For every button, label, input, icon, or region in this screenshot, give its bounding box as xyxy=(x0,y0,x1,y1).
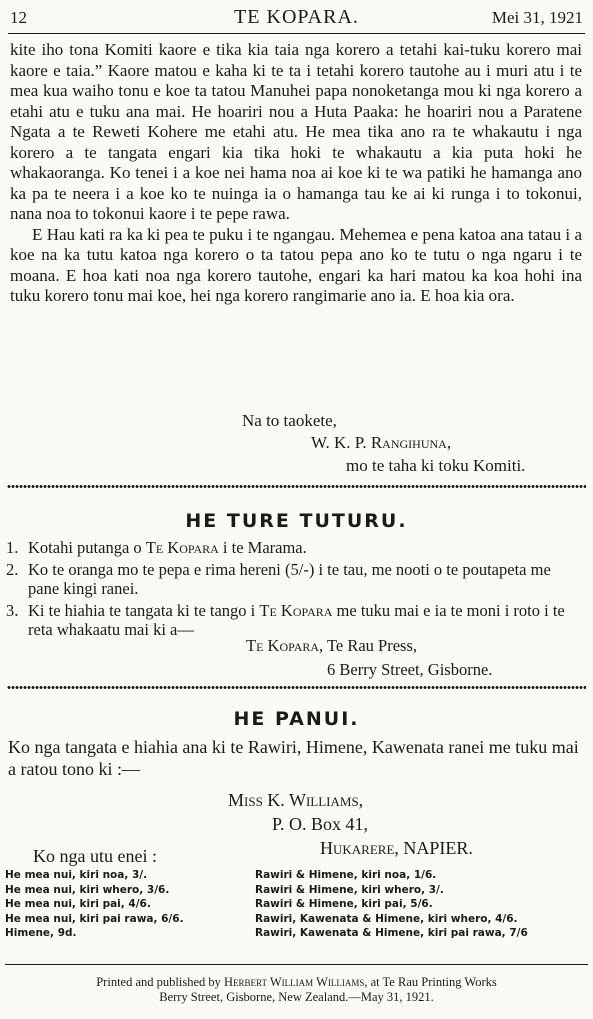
footer-rule xyxy=(5,964,588,965)
item-number: 3. xyxy=(6,600,19,620)
footer-line-2: Berry Street, Gisborne, New Zealand.—May 31, 1921. xyxy=(159,990,434,1004)
dotted-divider xyxy=(7,484,586,489)
letter-closing: Na to taokete, xyxy=(242,411,337,430)
price-item: Rawiri & Himene, kiri whero, 3/. xyxy=(255,883,444,896)
price-item: Himene, 9d. xyxy=(5,927,77,939)
letter-body xyxy=(10,40,582,307)
price-item: He mea nui, kiri whero, 3/6. xyxy=(5,883,170,896)
address-press: , Te Rau Press, xyxy=(319,636,418,655)
address-hukarere: Hukarere xyxy=(320,838,395,858)
item-text: me tuku mai e ia te moni i roto i te reta whakaatu mai ki a— xyxy=(28,600,565,639)
item-number: 2. xyxy=(6,559,19,579)
price-item: He mea nui, kiri pai rawa, 6/6. xyxy=(5,912,184,925)
price-item: He mea nui, kiri pai, 4/6. xyxy=(5,898,151,910)
panui-heading: HE PANUI. xyxy=(233,708,360,730)
address-paper-name: Te Kopara xyxy=(246,636,320,655)
signature-line-2: mo te taha ki toku Komiti. xyxy=(346,456,526,475)
signature-initials: W. K. P. xyxy=(311,433,371,452)
ture-list xyxy=(6,538,581,640)
price-item: He mea nui, kiri noa, 3/. xyxy=(5,869,148,881)
list-item xyxy=(6,560,581,599)
ture-heading: HE TURE TUTURU. xyxy=(185,510,408,532)
ture-address-line-1 xyxy=(246,636,417,656)
letter-paragraph: kite iho tona Komiti kaore e tika kia taia nga korero a tetahi kai-tuku korero mai kaore e taia.” Kaore matou e kaha ki te ta i tetahi korero tautohe au i muri atu i te mea kua waiho tonu e koe ta tatou Manuhei papa nonoketanga mou ki nga korero a etahi atu e tuku ana mai. He hoariri nou a Huta Paaka: he hoariri nou a Paratene Ngata a te Reweti Kohere me etahi atu. He mea tika ano ra te whakautu i nga korero a te tangata engari kia tika hoki te whakautu a kia puta hoki he whakaoranga. Ko tenei i a koe nei hama noa ai koe ki te wa patiki he hamanga ano ka pa te neera i a koe ko te nuinga ia o hamanga tau ke ai ki runga i to tokonui, nana noa to tokonui kaore i te pepe rawa. xyxy=(10,40,582,223)
panui-address-line-1: Miss K. Williams, xyxy=(228,790,364,810)
utu-label: Ko nga utu enei : xyxy=(33,846,157,866)
letter-paragraph: E Hau kati ra ka ki pea te puku i te ngangau. Mehemea e pena katoa ana tatau i a koe na ka tutu katoa nga korero o ta tatou pepa ano ko te tutu o nga ngaru i te moana. E hoa kati noa nga korero tautohe, engari ka hari matou ka koa hohi ina tuku korero tonu mai koe, hei nga korero rangimarie ano ia. E hoa kia ora. xyxy=(10,224,582,305)
footer-line-1 xyxy=(0,975,593,990)
price-item: Rawiri, Kawenata & Himene, kiri whero, 4/6. xyxy=(255,912,518,925)
list-item xyxy=(6,601,581,640)
ture-address-line-2: 6 Berry Street, Gisborne. xyxy=(327,660,493,679)
list-item xyxy=(6,538,581,558)
imprint-footer xyxy=(0,975,593,1005)
address-napier: , NAPIER. xyxy=(394,838,473,858)
item-text: Kotahi putanga o xyxy=(28,538,146,557)
item-text: Ko te oranga mo te pepa e rima hereni (5/-) i te tau, me nooti o te poutapeta me pane kingi ranei. xyxy=(28,559,551,598)
price-list-left xyxy=(5,868,184,941)
page-header xyxy=(8,6,585,32)
panui-body: Ko nga tangata e hiahia ana ki te Rawiri, Himene, Kawenata ranei me tuku mai a ratou tono ki :— xyxy=(8,737,579,779)
letter-signature xyxy=(311,433,451,453)
masthead-title: TE KOPARA. xyxy=(234,6,359,28)
header-rule xyxy=(8,33,585,34)
footer-text: , at Te Rau Printing Works xyxy=(364,975,497,989)
item-text: Ki te hiahia te tangata ki te tango i xyxy=(28,600,260,620)
panui-address-line-3 xyxy=(320,838,473,859)
item-paper-name: Te Kopara xyxy=(145,538,219,557)
price-list-right xyxy=(255,868,528,941)
item-text: i te Marama. xyxy=(218,538,307,557)
issue-date: Mei 31, 1921 xyxy=(491,8,583,27)
signature-name: Rangihuna, xyxy=(370,433,452,452)
price-item: Rawiri & Himene, kiri pai, 5/6. xyxy=(255,898,433,910)
panui-address-line-2: P. O. Box 41, xyxy=(272,814,369,834)
footer-text: Printed and published by xyxy=(96,975,224,989)
dotted-divider xyxy=(7,685,586,690)
price-item: Rawiri & Himene, kiri noa, 1/6. xyxy=(255,869,437,881)
page-number: 12 xyxy=(10,8,27,27)
printer-name: Herbert William Williams xyxy=(224,975,365,989)
item-paper-name: Te Kopara xyxy=(259,600,333,620)
price-item: Rawiri, Kawenata & Himene, kiri pai rawa, 7/6 xyxy=(255,927,528,939)
item-number: 1. xyxy=(6,538,19,557)
